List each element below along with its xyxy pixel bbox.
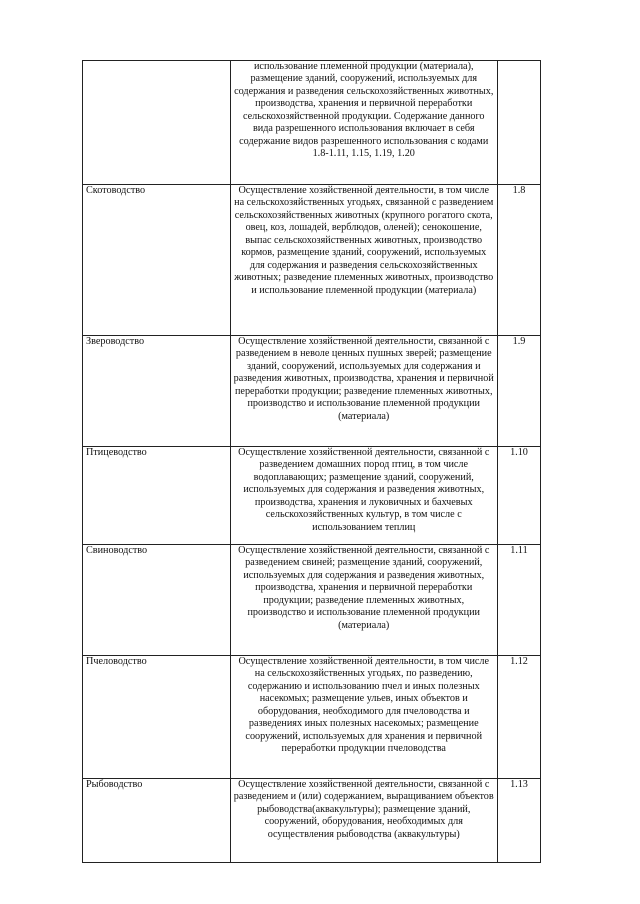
use-type-name-cell xyxy=(83,447,231,545)
use-type-description-cell xyxy=(230,185,497,336)
use-type-description: Осуществление хозяйственной деятельности, связанной с разведением свиней; размещение зданий, сооружений, используемых для содержания и разведения животных, производства, хранения и первичной переработки продукции; разведение племенных животных, производство и использование племенной продукции (материала) xyxy=(238,545,490,631)
use-type-name-cell xyxy=(83,336,231,447)
table-row xyxy=(83,447,541,545)
use-type-name: Птицеводство xyxy=(86,447,147,458)
use-type-code-cell xyxy=(497,656,540,779)
use-type-name: Звероводство xyxy=(86,336,145,347)
use-type-name: Рыбоводство xyxy=(86,779,143,790)
use-type-code: 1.10 xyxy=(510,447,528,458)
use-type-code-cell xyxy=(497,545,540,656)
use-type-description: использование племенной продукции (материала), размещение зданий, сооружений, используемых для содержания и разведения сельскохозяйственных животных, производства, хранения и первичной переработки сельскохозяйственной продукции. Содержание данного вида разрешенного использования включает в себя содержание видов разрешенного использования с кодами 1.8-1.11, 1.15, 1.19, 1.20 xyxy=(234,61,494,160)
use-type-description: Осуществление хозяйственной деятельности, связанной с разведением и (или) содержанием, выращиванием объектов рыбоводства(аквакультуры); размещение зданий, сооружений, оборудования, необходимых для осуществления рыбоводства (аквакультуры) xyxy=(233,779,494,840)
table-row xyxy=(83,545,541,656)
use-type-name: Свиноводство xyxy=(86,545,148,556)
use-type-description-cell xyxy=(230,61,497,185)
land-use-table xyxy=(82,60,541,863)
use-type-code-cell xyxy=(497,447,540,545)
use-type-description-cell xyxy=(230,336,497,447)
use-type-code-cell xyxy=(497,185,540,336)
use-type-description: Осуществление хозяйственной деятельности, в том числе на сельскохозяйственных угодьях, по разведению, содержанию и использованию пчел и иных полезных насекомых; размещение ульев, иных объектов и оборудования, необходимого для пчеловодства и разведениях иных полезных насекомых; размещение сооружений, используемых для хранения и первичной переработки продукции пчеловодства xyxy=(238,656,490,755)
use-type-description: Осуществление хозяйственной деятельности, связанной с разведением в неволе ценных пушных зверей; размещение зданий, сооружений, используемых для содержания и разведения животных, производства, хранения и первичной переработки продукции; разведение племенных животных, производство и использование племенной продукции (материала) xyxy=(233,336,494,422)
use-type-code: 1.13 xyxy=(510,779,528,790)
table-row xyxy=(83,779,541,863)
use-type-description-cell xyxy=(230,545,497,656)
table-row xyxy=(83,185,541,336)
use-type-code-cell xyxy=(497,61,540,185)
use-type-name-cell xyxy=(83,779,231,863)
use-type-code-cell xyxy=(497,779,540,863)
use-type-name: Скотоводство xyxy=(86,185,146,196)
use-type-description-cell xyxy=(230,779,497,863)
use-type-code: 1.8 xyxy=(512,185,526,196)
use-type-name-cell xyxy=(83,185,231,336)
use-type-code: 1.11 xyxy=(510,545,528,556)
table-row xyxy=(83,336,541,447)
use-type-description-cell xyxy=(230,656,497,779)
use-type-description-cell xyxy=(230,447,497,545)
use-type-description: Осуществление хозяйственной деятельности, связанной с разведением домашних пород птиц, в том числе водоплавающих; размещение зданий, сооружений, используемых для содержания и разведения животных, производства, хранения и луковичных и бахчевых сельскохозяйственных культур, в том числе с использованием теплиц xyxy=(238,447,490,533)
use-type-name: Пчеловодство xyxy=(86,656,147,667)
use-type-code-cell xyxy=(497,336,540,447)
use-type-name-cell xyxy=(83,61,231,185)
use-type-code: 1.9 xyxy=(512,336,526,347)
table-row xyxy=(83,61,541,185)
use-type-code: 1.12 xyxy=(510,656,528,667)
use-type-name-cell xyxy=(83,545,231,656)
use-type-description: Осуществление хозяйственной деятельности, в том числе на сельскохозяйственных угодьях, связанной с разведением сельскохозяйственных животных (крупного рогатого скота, овец, коз, лошадей, верблюдов, оленей); сенокошение, выпас сельскохозяйственных животных, производство кормов, размещение зданий, сооружений, используемых для содержания и разведения сельскохозяйственных животных; разведение племенных животных, производство и использование племенной продукции (материала) xyxy=(234,185,494,296)
table-row xyxy=(83,656,541,779)
use-type-name-cell xyxy=(83,656,231,779)
